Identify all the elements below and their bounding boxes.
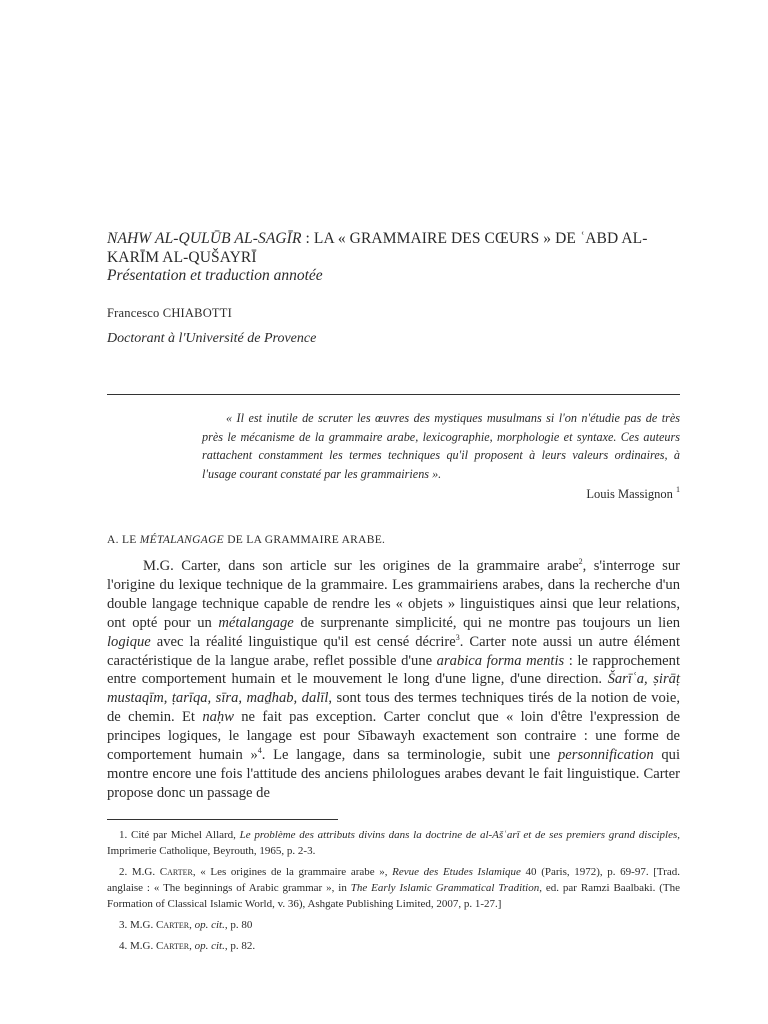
author-smallcaps: Carter <box>155 919 190 931</box>
text-run: , sont tous des termes techniques tirés de la notion de voie, de chemin. Et <box>107 690 680 726</box>
footnote-3 <box>107 917 680 933</box>
text-run: . Le langage, dans sa terminologie, subit une <box>261 747 558 764</box>
page <box>107 0 680 1024</box>
footnote-ref-2[interactable]: 2 <box>578 557 583 566</box>
text-run: de surprenante simplicité, qui ne montre pas toujours un lien <box>293 614 681 631</box>
text-run: M.G. Carter, dans son article sur les origines de la grammaire arabe <box>143 558 579 574</box>
text-run: : le rapprochement entre comportement humain et le mouvement le long d'une ligne, d'une direction. <box>107 652 680 688</box>
text-run: , Imprimerie Catholique, Beyrouth, 1965, p. 2-3. <box>107 829 681 857</box>
footnote-4 <box>107 938 680 954</box>
text-run: , <box>189 919 195 931</box>
epigraph-quote <box>202 409 680 483</box>
text-run: , s'interroge sur l'origine du lexique technique de la grammaire. Les grammairiens arabes, dans la recherche d'un double langage technique capable de rendre les « objets » linguistiques ainsi que leur relations, ont opté pour un <box>107 558 680 631</box>
text-run: 1. Cité par Michel Allard, <box>119 829 240 841</box>
text-run: , ed. par Ramzi Baalbaki. (The Formation of Classical Islamic World, v. 36), Ashgate Publishing Limited, 2007, p. 1-27.] <box>107 882 680 910</box>
italic-term: logique <box>107 633 151 650</box>
italic-term: naḥw <box>202 709 234 726</box>
italic-term: personnification <box>557 747 654 764</box>
text-run: , p. 82. <box>224 940 256 952</box>
epigraph-author: Louis Massignon <box>586 487 673 501</box>
footnote-ref-4[interactable]: 4 <box>257 746 262 756</box>
italic-term: op. cit. <box>194 919 225 931</box>
footnote-1 <box>107 827 680 859</box>
article-title <box>107 229 680 267</box>
section-suffix: DE LA GRAMMAIRE ARABE. <box>224 534 386 546</box>
horizontal-rule <box>107 394 680 395</box>
text-run: 40 (Paris, 1972), p. 69-97. [Trad. anglaise : « The beginnings of Arabic grammar », in <box>107 866 681 894</box>
epigraph-attribution <box>586 487 680 502</box>
body-paragraph <box>107 557 680 803</box>
italic-term: Le problème des attributs divins dans la doctrine de al-Ašʿarī et de ses premiers grand disciples <box>239 829 678 841</box>
italic-term: métalangage <box>218 614 294 631</box>
italic-term: The Early Islamic Grammatical Tradition <box>350 882 540 894</box>
footnote-2 <box>107 864 680 912</box>
footnote-ref-3[interactable]: 3 <box>455 632 460 642</box>
text-run: 3. M.G. <box>119 919 156 931</box>
title-rest: : LA « GRAMMAIRE DES CŒURS » DE ʿABD AL-KARĪM AL-QUŠAYRĪ <box>107 230 648 266</box>
paragraph <box>107 557 680 803</box>
footnote-ref-1[interactable]: 1 <box>676 485 680 494</box>
author-name: Francesco CHIABOTTI <box>107 306 232 320</box>
italic-term: op. cit. <box>194 940 225 952</box>
epigraph-text: « Il est inutile de scruter les œuvres des mystiques musulmans si l'on n'étudie pas de très près le mécanisme de la grammaire arabe, lexicographie, morphologie et syntaxe. Ces auteurs rattachent constamment les termes techniques qu'il proposent à leurs valeurs ordinaires, à l'usage courant constaté par les grammairiens ». <box>202 411 680 481</box>
section-prefix: A. LE <box>107 534 140 546</box>
text-run: , <box>189 940 195 952</box>
text-run: . Carter note aussi un autre élément caractéristique de la langue arabe, reflet possible d'une <box>107 633 681 669</box>
italic-term: Revue des Etudes Islamique <box>392 866 521 878</box>
text-run: , « Les origines de la grammaire arabe », <box>192 866 393 878</box>
article-subtitle: Présentation et traduction annotée <box>107 267 323 284</box>
text-run: 4. M.G. <box>119 940 156 952</box>
section-italic: MÉTALANGAGE <box>139 534 225 546</box>
italic-term: Šarīʿa, ṣirāṭ mustaqīm, ṭarīqa, sīra, maḏhab, dalīl <box>107 671 681 707</box>
text-run: , p. 80 <box>224 919 253 931</box>
footnote-separator <box>107 819 338 820</box>
text-run: 2. M.G. <box>119 866 160 878</box>
text-run: avec la réalité linguistique qu'il est censé décrire <box>150 633 456 650</box>
author-affiliation: Doctorant à l'Université de Provence <box>107 331 317 346</box>
text-run: ne fait pas exception. Carter conclut que « loin d'être l'expression de principes logiques, le langage est pour Sībawayh exactement son contraire : une forme de comportement humain » <box>107 709 680 764</box>
italic-term: arabica forma mentis <box>436 652 565 669</box>
text-run: qui montre encore une fois l'attitude des anciens philologues arabes devant le fait linguistique. Carter propose donc un passage de <box>107 747 680 801</box>
section-heading <box>107 534 385 546</box>
footnotes <box>107 827 680 959</box>
author-smallcaps: Carter <box>159 866 193 878</box>
title-italic: NAHW AL-QULŪB AL-SAGĪR <box>107 230 302 247</box>
author-smallcaps: Carter <box>155 940 190 952</box>
